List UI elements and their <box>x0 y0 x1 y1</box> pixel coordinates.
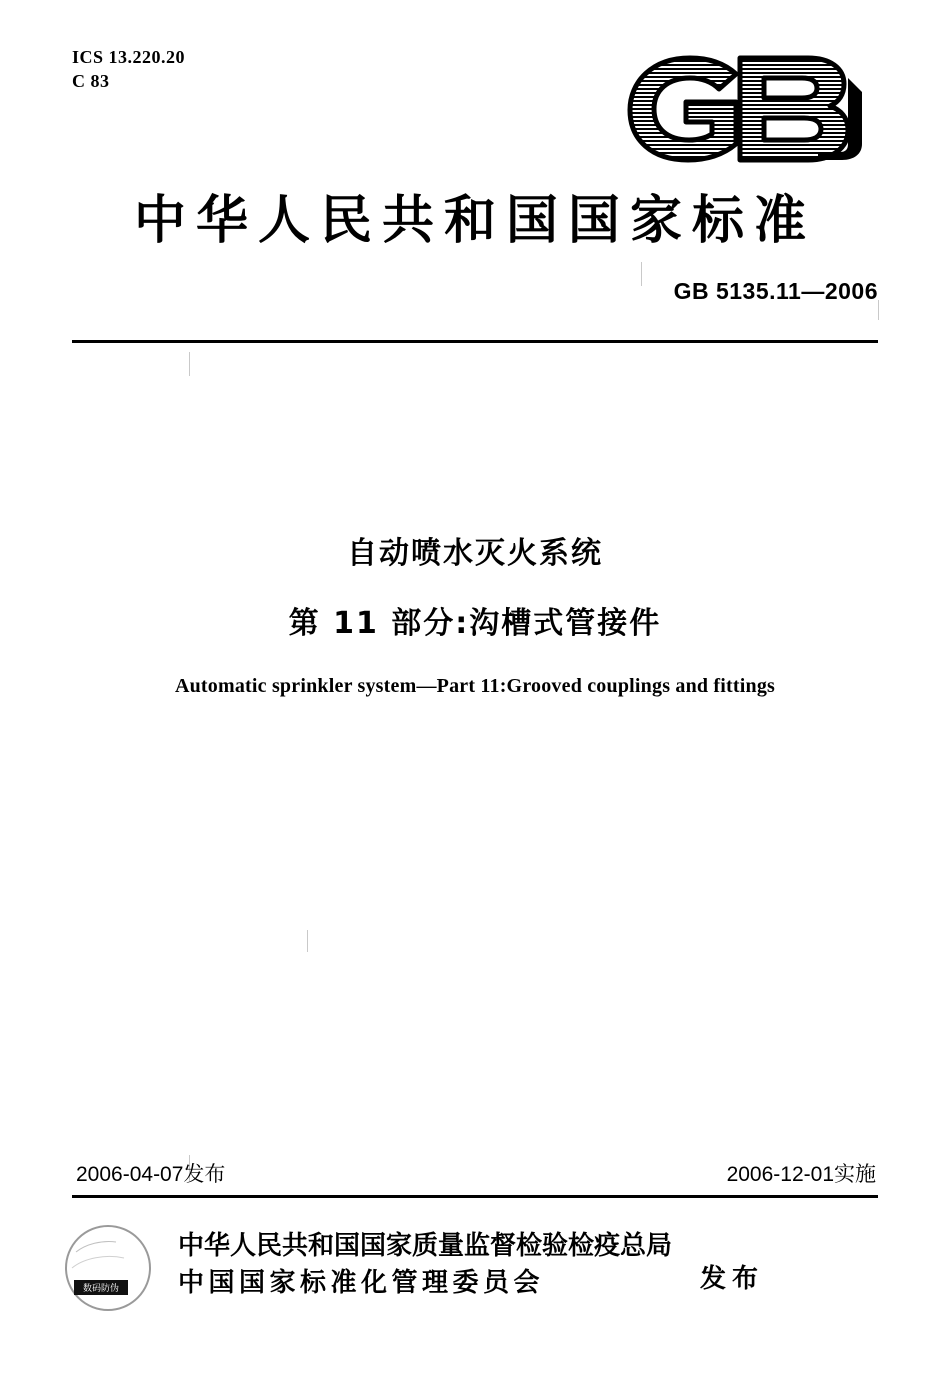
header-divider <box>72 340 878 343</box>
implementation-date-label: 实施 <box>834 1162 876 1186</box>
national-standard-header: 中华人民共和国国家标准 <box>133 191 816 251</box>
gb-emblem-icon <box>612 48 892 168</box>
implementation-date-value: 2006-12-01 <box>726 1163 834 1186</box>
issuer-line-1: 中华人民共和国国家质量监督检验检疫总局 <box>178 1231 673 1261</box>
standard-number: GB 5135.11—2006 <box>673 278 878 304</box>
ics-code: ICS 13.220.20 <box>72 47 186 67</box>
document-subtitle-cn: 第 11 部分:沟槽式管接件 <box>288 606 662 641</box>
fold-mark <box>878 300 879 320</box>
fold-mark <box>307 930 308 952</box>
footer-divider <box>72 1195 878 1198</box>
document-title-cn: 自动喷水灭火系统 <box>347 536 603 571</box>
fold-mark <box>189 352 190 376</box>
ics-classification-block <box>72 45 185 94</box>
anti-counterfeit-seal-icon <box>62 1222 154 1314</box>
issuer-line-2: 中国国家标准化管理委员会 <box>178 1267 545 1298</box>
issue-date <box>76 1158 225 1188</box>
ccs-code: C 83 <box>72 71 110 92</box>
issue-date-value: 2006-04-07 <box>76 1163 184 1186</box>
publish-label: 发布 <box>700 1264 765 1294</box>
issue-date-label: 发布 <box>183 1162 226 1186</box>
fold-mark <box>641 262 642 286</box>
implementation-date <box>727 1158 876 1188</box>
issuing-organizations <box>178 1228 672 1302</box>
svg-text:数码防伪: 数码防伪 <box>82 1284 120 1294</box>
document-title-en: Automatic sprinkler system—Part 11:Grooved couplings and fittings <box>174 675 776 697</box>
